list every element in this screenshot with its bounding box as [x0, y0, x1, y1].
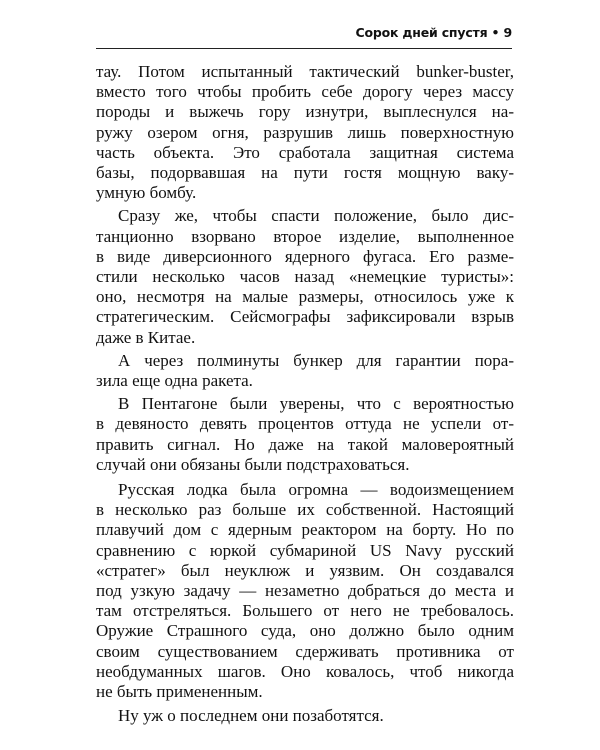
text-line: оно, несмотря на малые размеры, относилось уже к [96, 287, 514, 306]
text-line: править сигнал. Но даже на такой маловероятный [96, 435, 514, 454]
running-header-text: Сорок дней спустя • 9 [355, 25, 512, 40]
text-line: вместо того чтобы пробить себе дорогу через массу [96, 82, 514, 101]
text-line: танционно взорвано второе изделие, выполненное [96, 227, 514, 246]
text-line: своим существованием сдерживать противника от [96, 642, 514, 661]
text-line: под узкую задачу — незаметно добраться до места и [96, 581, 514, 600]
text-line: базы, подорвавшая на пути гостя мощную ваку- [96, 163, 514, 182]
text-line: умную бомбу. [96, 183, 197, 202]
running-header [96, 26, 512, 49]
text-line: случай они обязаны были подстраховаться. [96, 455, 410, 474]
text-line: В Пентагоне были уверены, что с вероятностью [118, 394, 514, 413]
text-line: в виде диверсионного ядерного фугаса. Его разме- [96, 247, 514, 266]
text-line: в несколько раз больше их собственной. Настоящий [96, 500, 514, 519]
text-line: зила еще одна ракета. [96, 371, 253, 390]
text-line: Ну уж о последнем они позаботятся. [118, 706, 384, 725]
text-line: сравнению с юркой субмариной US Navy русский [96, 541, 514, 560]
text-line: Русская лодка была огромна — водоизмещением [118, 480, 514, 499]
text-line: Оружие Страшного суда, оно должно было одним [96, 621, 514, 640]
text-line: даже в Китае. [96, 328, 196, 347]
text-line: необдуманных шагов. Оно ковалось, чтоб никогда [96, 662, 514, 681]
text-line: породы и выжечь гору изнутри, выплеснулся на- [96, 102, 514, 121]
text-line: стратегическим. Сейсмографы зафиксировали взрыв [96, 307, 514, 326]
text-line: А через полминуты бункер для гарантии пора- [118, 351, 514, 370]
text-line: в девяносто девять процентов оттуда не успели от- [96, 414, 514, 433]
text-line: стили несколько часов назад «немецкие туристы»: [96, 267, 514, 286]
text-line: часть объекта. Это сработала защитная система [96, 143, 514, 162]
text-line: там отстреляться. Большего от него не требовалось. [96, 601, 514, 620]
text-line: плавучий дом с ядерным реактором на борту. Но по [96, 520, 514, 539]
text-line: ружу озером огня, разрушив лишь поверхностную [96, 123, 514, 142]
text-line: «стратег» был неуклюж и уязвим. Он создавался [96, 561, 514, 580]
text-line: не быть примененным. [96, 682, 263, 701]
text-line: тау. Потом испытанный тактический bunker-buster, [96, 62, 514, 81]
text-line: Сразу же, чтобы спасти положение, было дис- [118, 206, 514, 225]
